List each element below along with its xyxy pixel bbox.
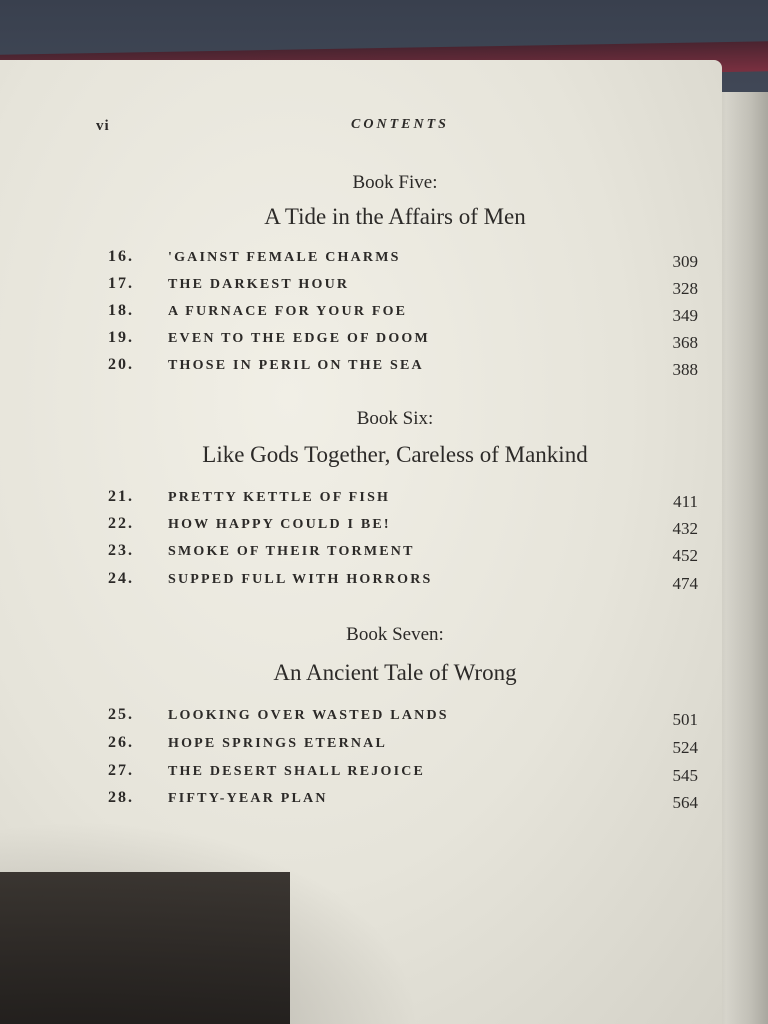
book-label: Book Five: (352, 172, 438, 193)
page-number: vi (96, 118, 110, 134)
chapter-title: SUPPED FULL WITH HORRORS (168, 572, 433, 587)
chapter-page-number: 411 (673, 492, 698, 511)
toc-entry (108, 734, 698, 760)
chapter-page-number: 368 (672, 333, 698, 352)
chapter-number: 26. (108, 734, 134, 751)
toc-entry (108, 515, 698, 541)
chapter-number: 19. (108, 329, 134, 346)
chapter-title: SMOKE OF THEIR TORMENT (168, 544, 415, 559)
hand-shadow (0, 872, 290, 1024)
chapter-title: PRETTY KETTLE OF FISH (168, 490, 391, 505)
toc-entry (108, 789, 698, 815)
chapter-title: THE DESERT SHALL REJOICE (168, 764, 426, 779)
chapter-title: THOSE IN PERIL ON THE SEA (168, 358, 424, 373)
toc-entry (108, 542, 698, 568)
chapter-title: FIFTY-YEAR PLAN (168, 791, 328, 806)
chapter-page-number: 328 (672, 279, 698, 298)
toc-entry (108, 248, 698, 274)
chapter-number: 25. (108, 706, 134, 723)
book-title: An Ancient Tale of Wrong (273, 660, 517, 685)
chapter-page-number: 452 (672, 546, 698, 565)
chapter-title: 'GAINST FEMALE CHARMS (168, 250, 401, 265)
toc-entry (108, 275, 698, 301)
toc-entry (108, 302, 698, 328)
chapter-number: 21. (108, 488, 134, 505)
toc-entry (108, 570, 698, 596)
chapter-page-number: 474 (672, 574, 698, 593)
chapter-number: 20. (108, 356, 134, 373)
toc-entry (108, 706, 698, 732)
chapter-page-number: 524 (672, 738, 698, 757)
chapter-number: 16. (108, 248, 134, 265)
toc-entry (108, 356, 698, 382)
chapter-page-number: 349 (672, 306, 698, 325)
chapter-title: HOPE SPRINGS ETERNAL (168, 736, 388, 751)
chapter-page-number: 501 (672, 710, 698, 729)
chapter-title: THE DARKEST HOUR (168, 277, 350, 292)
chapter-title: EVEN TO THE EDGE OF DOOM (168, 331, 430, 346)
chapter-title: A FURNACE FOR YOUR FOE (168, 304, 408, 319)
chapter-number: 24. (108, 570, 134, 587)
book-label: Book Six: (356, 408, 434, 429)
running-head: CONTENTS (351, 117, 449, 132)
chapter-title: LOOKING OVER WASTED LANDS (168, 708, 449, 723)
chapter-page-number: 432 (672, 519, 698, 538)
toc-entry (108, 488, 698, 514)
chapter-number: 17. (108, 275, 134, 292)
chapter-title: HOW HAPPY COULD I BE! (168, 517, 391, 532)
chapter-number: 27. (108, 762, 134, 779)
toc-entry (108, 329, 698, 355)
toc-entry (108, 762, 698, 788)
chapter-number: 28. (108, 789, 134, 806)
book-title: A Tide in the Affairs of Men (264, 204, 526, 229)
chapter-page-number: 388 (672, 360, 698, 379)
chapter-page-number: 545 (672, 766, 698, 785)
book-title: Like Gods Together, Careless of Mankind (202, 442, 588, 467)
chapter-number: 22. (108, 515, 134, 532)
chapter-number: 18. (108, 302, 134, 319)
chapter-page-number: 564 (672, 793, 698, 812)
book-label: Book Seven: (346, 624, 444, 645)
chapter-number: 23. (108, 542, 134, 559)
chapter-page-number: 309 (672, 252, 698, 271)
